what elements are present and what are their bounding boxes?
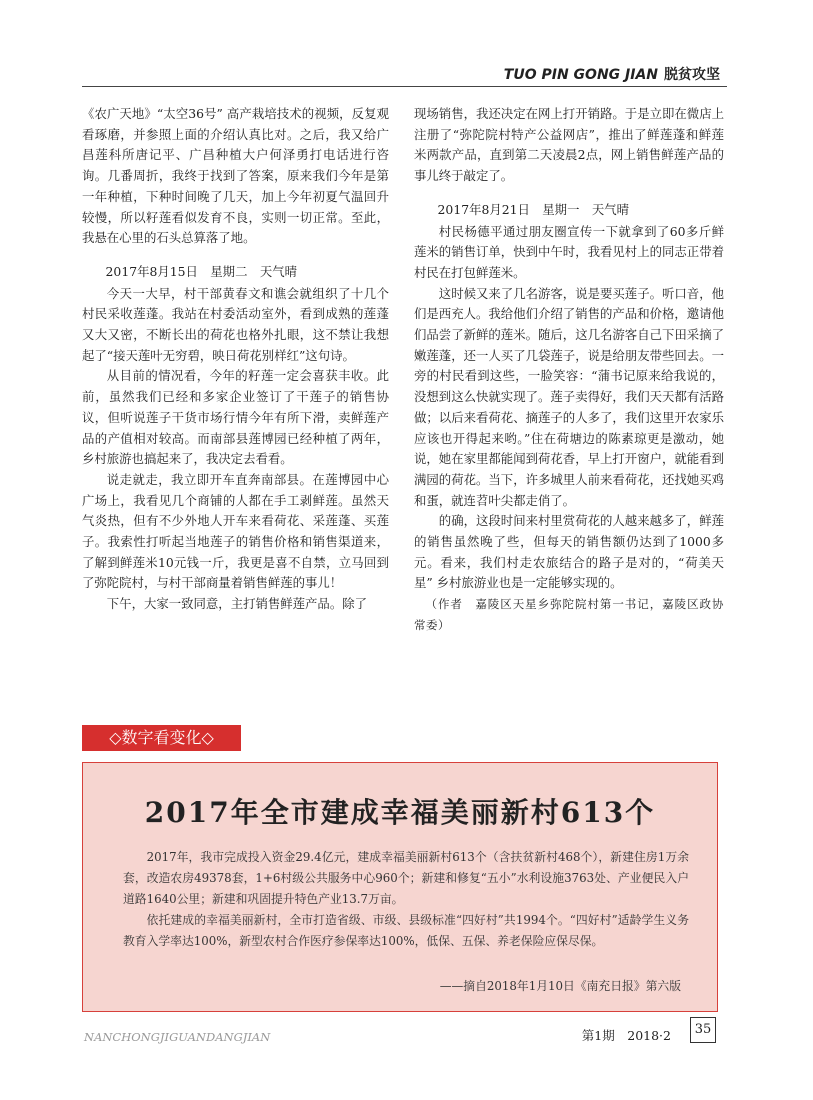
- running-header: [504, 64, 720, 84]
- footer-issue: 第1期 2018·2: [581, 1028, 671, 1043]
- info-box-body: [123, 847, 689, 952]
- diary-date: 2017年8月15日 星期二 天气晴: [105, 263, 298, 279]
- page-number: 35: [690, 1017, 716, 1043]
- info-box-title: 2017年全市建成幸福美丽新村613个: [144, 796, 656, 829]
- paragraph: 今天一大早，村干部黄春文和谯会就组织了十几个村民采收莲蓬。我站在村委活动室外，看到成熟的莲蓬又大又密，不断长出的荷花也格外扎眼，这不禁让我想起了“接天莲叶无穷碧，映日荷花别样红”这句诗。: [82, 285, 389, 363]
- paragraph: 的确，这段时间来村里赏荷花的人越来越多了，鲜莲的销售虽然晚了些，但每天的销售额仍达到了1000多元。看来，我们村走农旅结合的路子是对的，“荷美天星” 乡村旅游业也是一定能够实现的。: [414, 513, 724, 591]
- header-title: 脱贫攻坚: [664, 67, 720, 83]
- paragraph: 《农广天地》“太空36号” 高产栽培技术的视频，反复观看琢磨，并参照上面的介绍认真比对。之后，我又给广昌莲科所唐记平、广昌种植大户何泽勇打电话进行咨询。几番周折，我终于找到了答案，原来我们今年是第一年种植，下种时间晚了几天，加上今年初夏气温回升较慢，所以籽莲看似发育不良，实则一切正常。至此，我悬在心里的石头总算落了地。: [82, 106, 389, 246]
- info-source: ——摘自2018年1月10日《南充日报》第六版: [439, 979, 681, 993]
- header-rule: [82, 86, 727, 87]
- info-box: [82, 762, 718, 1012]
- paragraph: 这时候又来了几名游客，说是要买莲子。听口音，他们是西充人。我给他们介绍了销售的产品和价格，邀请他们品尝了新鲜的莲米。随后，这几名游客自己下田采摘了嫩莲蓬，还一人买了几袋莲子，说是给朋友带些回去。一旁的村民看到这些，一脸笑容：“蒲书记原来给我说的，没想到这么快就实现了。莲子卖得好，我们天天都有活路做；以后来看荷花、摘莲子的人多了，我们这里开农家乐应该也开得起来哟。”住在荷塘边的陈素琼更是激动，她说，她在家里都能闻到荷花香，早上打开窗户，就能看到满园的荷花。当下，许多城里人前来看荷花，还找她买鸡和蛋，就连苕叶尖都走俏了。: [414, 285, 724, 508]
- section-tag: ◇数字看变化◇: [82, 725, 241, 751]
- paragraph: 从目前的情况看，今年的籽莲一定会喜获丰收。此前，虽然我们已经和多家企业签订了干莲子的销售协议，但听说莲子干货市场行情今年有所下滑，卖鲜莲产品的产值相对较高。而南部县莲博园已经种植了两年，乡村旅游也搞起来了，我决定去看看。: [82, 368, 389, 467]
- header-pinyin: TUO PIN GONG JIAN: [503, 67, 658, 83]
- footer-magazine-name: NANCHONGJIGUANDANGJIAN: [84, 1030, 271, 1044]
- diary-date: 2017年8月21日 星期一 天气晴: [437, 201, 630, 217]
- info-paragraph: 2017年，我市完成投入资金29.4亿元，建成幸福美丽新村613个（含扶贫新村468个），新建住房1万余套，改造农房49378套，1+6村级公共服务中心960个；新建和修复“五小”水利设施3763处、产业便民入户道路1640公里；新建和巩固提升特色产业13.7万亩。: [123, 850, 689, 906]
- left-column: [82, 104, 389, 615]
- info-paragraph: 依托建成的幸福美丽新村，全市打造省级、市级、县级标准“四好村”共1994个。“四好村”适龄学生义务教育入学率达100%，新型农村合作医疗参保率达100%，低保、五保、养老保险应保尽保。: [123, 913, 689, 948]
- paragraph: 下午，大家一致同意，主打销售鲜莲产品。除了: [106, 596, 367, 612]
- right-column: [414, 104, 724, 636]
- paragraph: 现场销售，我还决定在网上打开销路。于是立即在微店上注册了“弥陀院村特产公益网店”，推出了鲜莲蓬和鲜莲米两款产品，直到第二天凌晨2点，网上销售鲜莲产品的事儿终于敲定了。: [414, 106, 724, 184]
- author-note: （作者 嘉陵区天星乡弥陀院村第一书记，嘉陵区政协常委）: [414, 597, 724, 632]
- paragraph: 村民杨德平通过朋友圈宣传一下就拿到了60多斤鲜莲米的销售订单，快到中午时，我看见村上的同志正带着村民在打包鲜莲米。: [414, 223, 724, 280]
- paragraph: 说走就走，我立即开车直奔南部县。在莲博园中心广场上，我看见几个商铺的人都在手工剥鲜莲。虽然天气炎热，但有不少外地人开车来看荷花、采莲蓬、买莲子。我索性打听起当地莲子的销售价格和销售渠道来，了解到鲜莲米10元钱一斤，我更是喜不自禁，立马回到了弥陀院村，与村干部商量着销售鲜莲的事儿！: [82, 471, 389, 591]
